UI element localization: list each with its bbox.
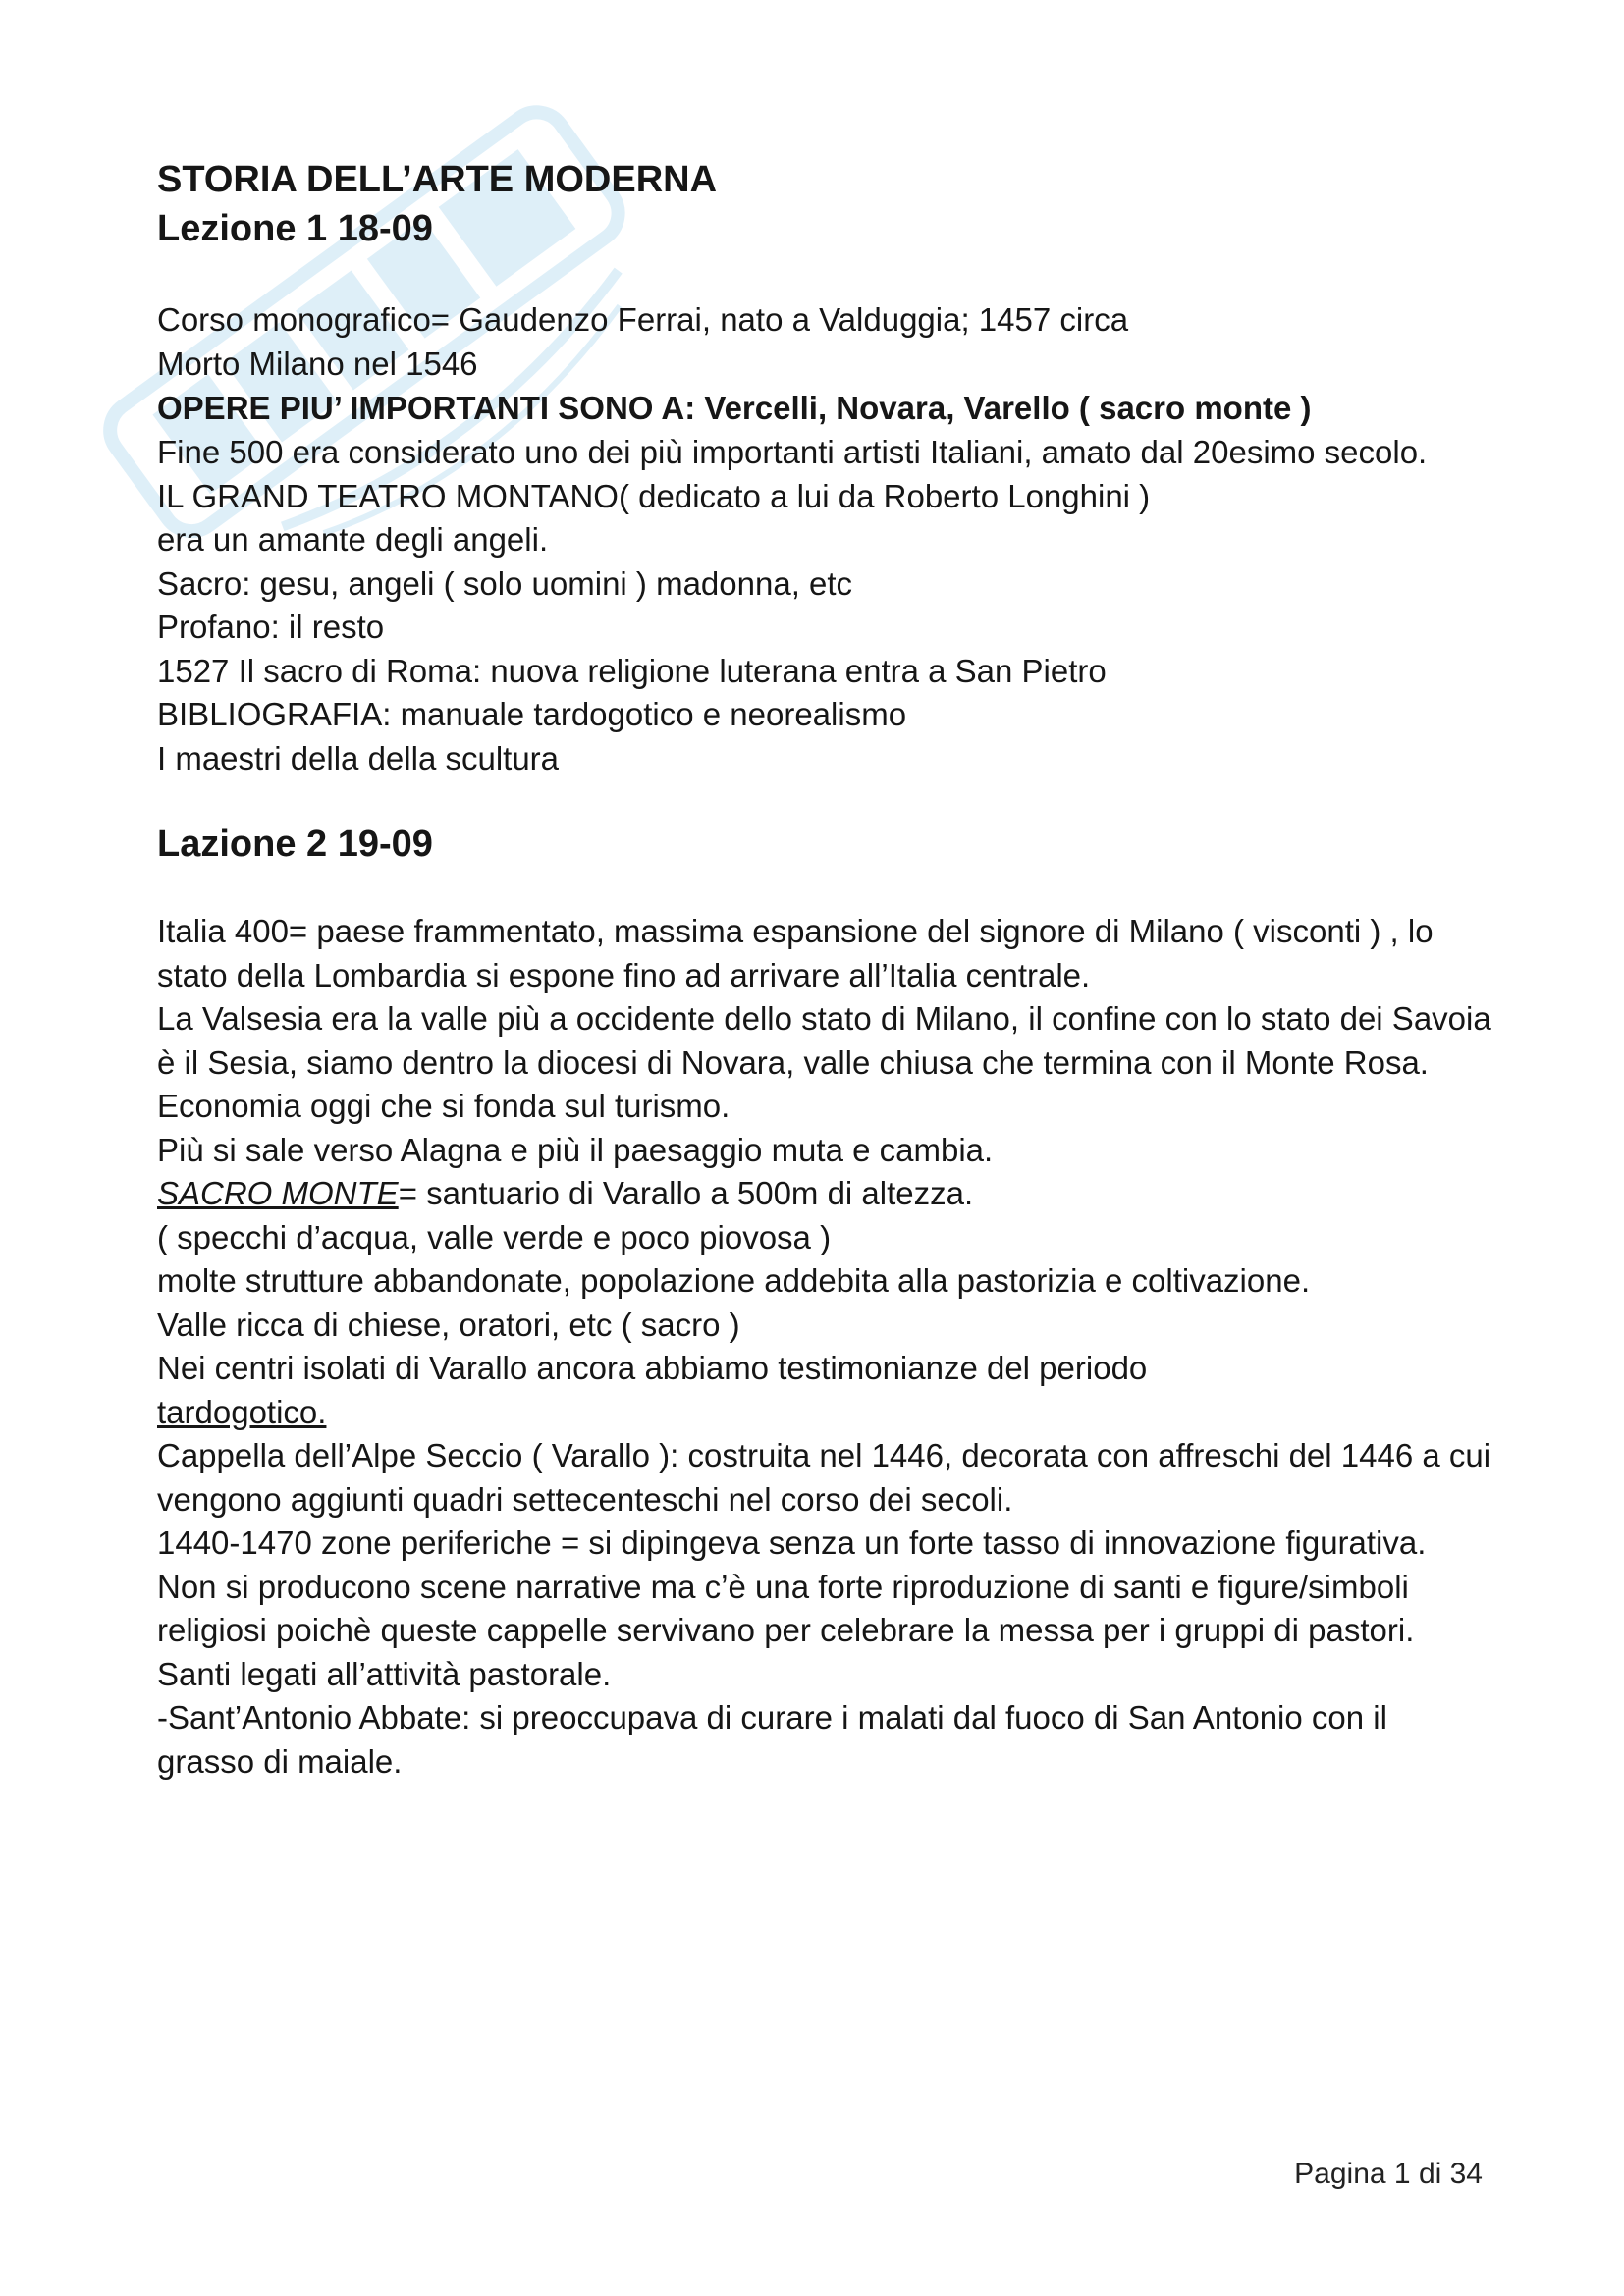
sacro-monte-definition: = santuario di Varallo a 500m di altezza. <box>398 1175 974 1211</box>
document-page <box>157 155 1492 1784</box>
lesson-1-line: Corso monografico= Gaudenzo Ferrai, nato a Valduggia; 1457 circa <box>157 301 1129 338</box>
sacro-monte-term: SACRO MONTE <box>157 1175 399 1211</box>
lesson-2-paragraph: Più si sale verso Alagna e più il paesaggio muta e cambia. <box>157 1131 994 1168</box>
lesson-2-paragraph: La Valsesia era la valle più a occidente dello stato di Milano, il confine con lo stato dei Savoia è il Sesia, siamo dentro la diocesi di Novara, valle chiusa che termina con il Monte Rosa. <box>157 1000 1491 1081</box>
tardogotico-lead: Nei centri isolati di Varallo ancora abbiamo testimonianze del periodo <box>157 1350 1148 1386</box>
document-title: STORIA DELL’ARTE MODERNA <box>157 159 718 200</box>
lesson-1-line: Sacro: gesu, angeli ( solo uomini ) madonna, etc <box>157 564 853 602</box>
lesson-2-paragraph: Cappella dell’Alpe Seccio ( Varallo ): costruita nel 1446, decorata con affreschi del 1446 a cui vengono aggiunti quadri settecenteschi nel corso dei secoli. <box>157 1437 1491 1518</box>
lesson-1-line: 1527 Il sacro di Roma: nuova religione luterana entra a San Pietro <box>157 652 1107 689</box>
lesson-1-line: IL GRAND TEATRO MONTANO( dedicato a lui da Roberto Longhini ) <box>157 477 1151 514</box>
lesson-1-line: I maestri della della scultura <box>157 739 560 776</box>
sacro-monte-line <box>157 1172 1492 1216</box>
lesson-1-line: era un amante degli angeli. <box>157 521 549 558</box>
lesson-2-paragraph: molte strutture abbandonate, popolazione addebita alla pastorizia e coltivazione. <box>157 1262 1311 1299</box>
lesson-1-line: Morto Milano nel 1546 <box>157 345 478 382</box>
page-number: Pagina 1 di 34 <box>1294 2158 1483 2190</box>
lesson-2-paragraph: Valle ricca di chiese, oratori, etc ( sacro ) <box>157 1306 740 1343</box>
lesson-1-line: Profano: il resto <box>157 609 385 645</box>
tardogotico-term: tardogotico. <box>157 1393 327 1430</box>
lesson-2-paragraph: ( specchi d’acqua, valle verde e poco piovosa ) <box>157 1218 832 1255</box>
lesson-2-paragraph: Santi legati all’attività pastorale. <box>157 1655 612 1692</box>
lesson-1-line: BIBLIOGRAFIA: manuale tardogotico e neorealismo <box>157 696 907 732</box>
lesson-1-bold-line: OPERE PIU’ IMPORTANTI SONO A: Vercelli, Novara, Varello ( sacro monte ) <box>157 390 1312 426</box>
lesson-2-paragraph: Economia oggi che si fonda sul turismo. <box>157 1088 731 1124</box>
lesson-2-paragraph: -Sant’Antonio Abbate: si preoccupava di curare i malati dal fuoco di San Antonio con il grasso di maiale. <box>157 1699 1387 1780</box>
lesson-2-paragraph: 1440-1470 zone periferiche = si dipingeva senza un forte tasso di innovazione figurativa. Non si producono scene narrative ma c’è una forte riproduzione di santi e figure/simboli religiosi poichè queste cappelle servivano per celebrare la messa per i gruppi di pastori. <box>157 1524 1427 1648</box>
tardogotico-paragraph <box>157 1347 1492 1434</box>
lesson-1-heading: Lezione 1 18-09 <box>157 208 433 249</box>
lesson-2-paragraph: Italia 400= paese frammentato, massima espansione del signore di Milano ( visconti ) , lo stato della Lombardia si espone fino ad arrivare all’Italia centrale. <box>157 913 1434 993</box>
lesson-1-line: Fine 500 era considerato uno dei più importanti artisti Italiani, amato dal 20esimo secolo. <box>157 434 1428 470</box>
lesson-2-heading: Lazione 2 19-09 <box>157 824 433 865</box>
